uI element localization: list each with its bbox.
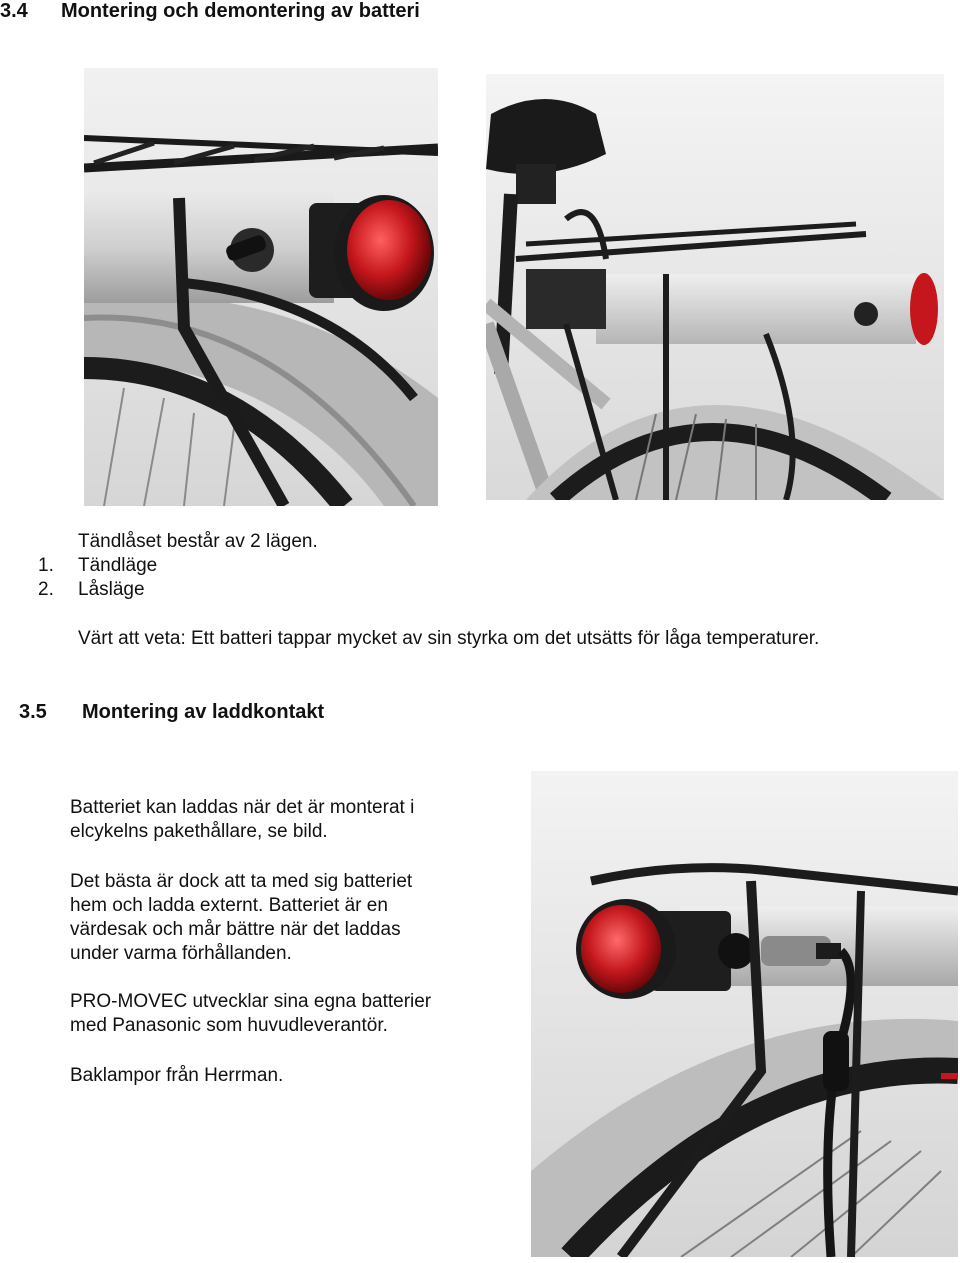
charging-paragraph-4: Baklampor från Herrman. [70,1065,284,1086]
section-number: 3.4 [0,0,28,22]
section-3-5-heading [19,701,324,724]
temperature-note: Värt att veta: Ett batteri tappar mycket av sin styrka om det utsätts för låga temperaturer. [78,628,820,649]
text-line: PRO-MOVEC utvecklar sina egna batterier [70,991,432,1012]
text-line: Batteriet kan laddas när det är monterat i [70,797,415,818]
charging-paragraph-3 [70,990,431,1038]
ignition-heading: Tändlåset består av 2 lägen. [78,531,318,552]
ignition-list-item [38,554,157,578]
charging-paragraph-2 [70,870,412,966]
text-line: Det bästa är dock att ta med sig batteriet [70,871,413,892]
section-number: 3.5 [19,701,47,723]
photo-rear-rack-with-battery [486,74,944,500]
charging-paragraph-1 [70,796,414,844]
list-number: 1. [38,555,54,576]
text-line: hem och ladda externt. Batteriet är en [70,895,388,916]
text-line: värdesak och mår bättre när det laddas [70,919,401,940]
text-line: elcykelns pakethållare, se bild. [70,821,328,842]
ignition-list-item [38,578,145,602]
photo-battery-ignition-lock [84,68,438,506]
list-label: Tändläge [78,555,158,576]
text-line: med Panasonic som huvudleverantör. [70,1015,388,1036]
list-number: 2. [38,579,54,600]
list-label: Låsläge [78,579,145,600]
section-title: Montering och demontering av batteri [60,0,420,22]
photo-charging-plug-connected [531,771,958,1257]
section-title: Montering av laddkontakt [81,701,325,723]
section-3-4-heading [0,0,420,23]
text-line: under varma förhållanden. [70,943,292,964]
